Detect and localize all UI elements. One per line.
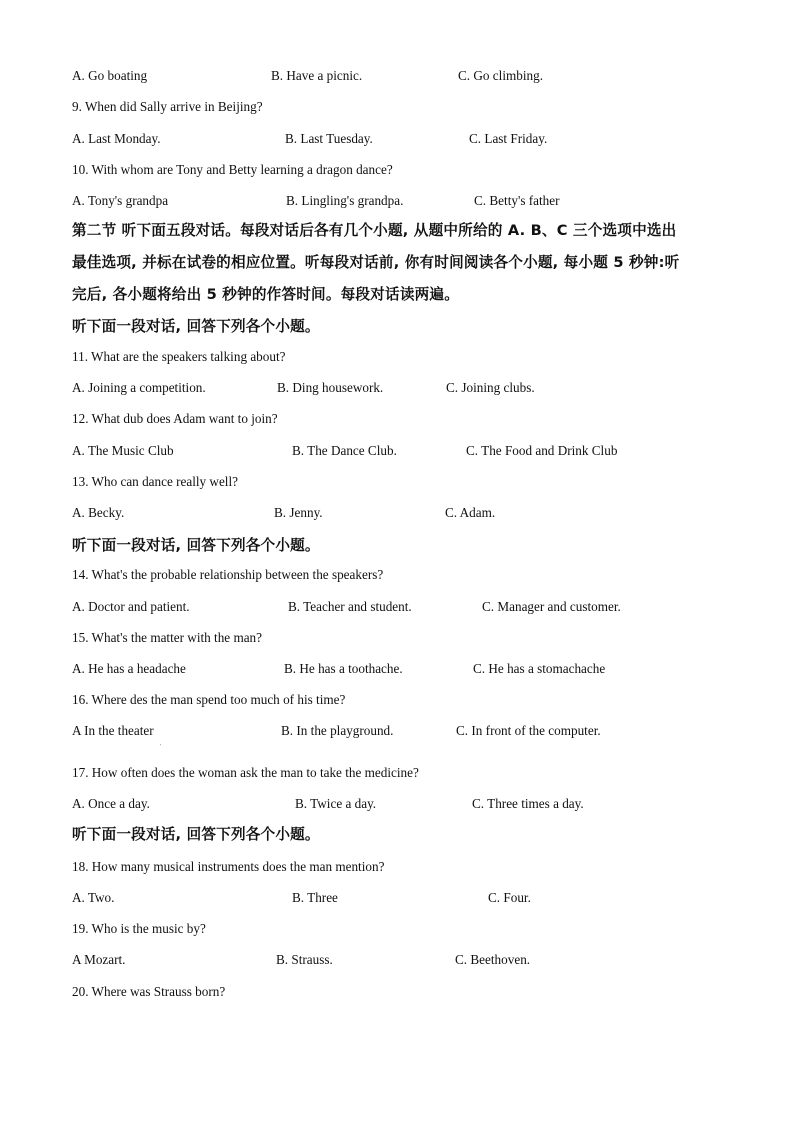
option-a: A. Becky. xyxy=(72,505,125,520)
section-instruction: 听下面一段对话, 回答下列各个小题。 xyxy=(72,537,320,554)
option-b: B. In the playground. xyxy=(281,723,394,738)
option-c: C. Manager and customer. xyxy=(482,599,621,614)
option-a: A. Once a day. xyxy=(72,796,150,811)
option-c: C. Betty's father xyxy=(474,193,560,208)
question-text: 11. What are the speakers talking about? xyxy=(72,349,286,364)
section-instruction: 听下面一段对话, 回答下列各个小题。 xyxy=(72,826,320,843)
stray-mark: ' xyxy=(160,744,162,750)
option-c: C. Adam. xyxy=(445,505,496,520)
option-b: B. Three xyxy=(292,890,338,905)
option-a: A. Two. xyxy=(72,890,115,905)
section-instruction: 第二节 听下面五段对话。每段对话后各有几个小题, 从题中所给的 A. B、C 三个选项中选出 xyxy=(72,222,677,239)
option-b: B. The Dance Club. xyxy=(292,443,397,458)
question-text: 16. Where des the man spend too much of his time? xyxy=(72,692,346,707)
option-a: A. Tony's grandpa xyxy=(72,193,169,208)
question-text: 14. What's the probable relationship between the speakers? xyxy=(72,567,384,582)
option-b: B. Last Tuesday. xyxy=(285,131,373,146)
question-text: 15. What's the matter with the man? xyxy=(72,630,263,645)
option-a: A. He has a headache xyxy=(72,661,186,676)
option-a: A In the theater xyxy=(72,723,154,738)
option-c: C. In front of the computer. xyxy=(456,723,601,738)
question-text: 10. With whom are Tony and Betty learning a dragon dance? xyxy=(72,162,393,177)
option-c: C. Go climbing. xyxy=(458,68,543,83)
option-a: A. Doctor and patient. xyxy=(72,599,190,614)
question-text: 13. Who can dance really well? xyxy=(72,474,238,489)
option-b: B. Have a picnic. xyxy=(271,68,363,83)
option-c: C. Joining clubs. xyxy=(446,380,535,395)
option-c: C. Last Friday. xyxy=(469,131,548,146)
question-text: 17. How often does the woman ask the man to take the medicine? xyxy=(72,765,419,780)
question-text: 12. What dub does Adam want to join? xyxy=(72,411,278,426)
question-text: 19. Who is the music by? xyxy=(72,921,206,936)
section-instruction: 听下面一段对话, 回答下列各个小题。 xyxy=(72,318,320,335)
question-text: 18. How many musical instruments does the man mention? xyxy=(72,859,385,874)
option-a: A. Joining a competition. xyxy=(72,380,206,395)
question-text: 20. Where was Strauss born? xyxy=(72,984,226,999)
option-a: A. Go boating xyxy=(72,68,148,83)
section-instruction: 最佳选项, 并标在试卷的相应位置。听每段对话前, 你有时间阅读各个小题, 每小题 5 秒钟:听 xyxy=(72,254,680,271)
option-a: A. Last Monday. xyxy=(72,131,161,146)
option-a: A Mozart. xyxy=(72,952,126,967)
option-b: B. Teacher and student. xyxy=(288,599,412,614)
option-b: B. Lingling's grandpa. xyxy=(286,193,404,208)
question-text: 9. When did Sally arrive in Beijing? xyxy=(72,99,263,114)
section-instruction: 完后, 各小题将给出 5 秒钟的作答时间。每段对话读两遍。 xyxy=(72,286,459,303)
option-c: C. Beethoven. xyxy=(455,952,531,967)
option-b: B. Twice a day. xyxy=(295,796,377,811)
option-c: C. Three times a day. xyxy=(472,796,584,811)
option-b: B. He has a toothache. xyxy=(284,661,403,676)
option-b: B. Ding housework. xyxy=(277,380,384,395)
option-b: B. Strauss. xyxy=(276,952,333,967)
option-c: C. He has a stomachache xyxy=(473,661,606,676)
option-b: B. Jenny. xyxy=(274,505,323,520)
option-c: C. Four. xyxy=(488,890,531,905)
option-a: A. The Music Club xyxy=(72,443,174,458)
option-c: C. The Food and Drink Club xyxy=(466,443,618,458)
